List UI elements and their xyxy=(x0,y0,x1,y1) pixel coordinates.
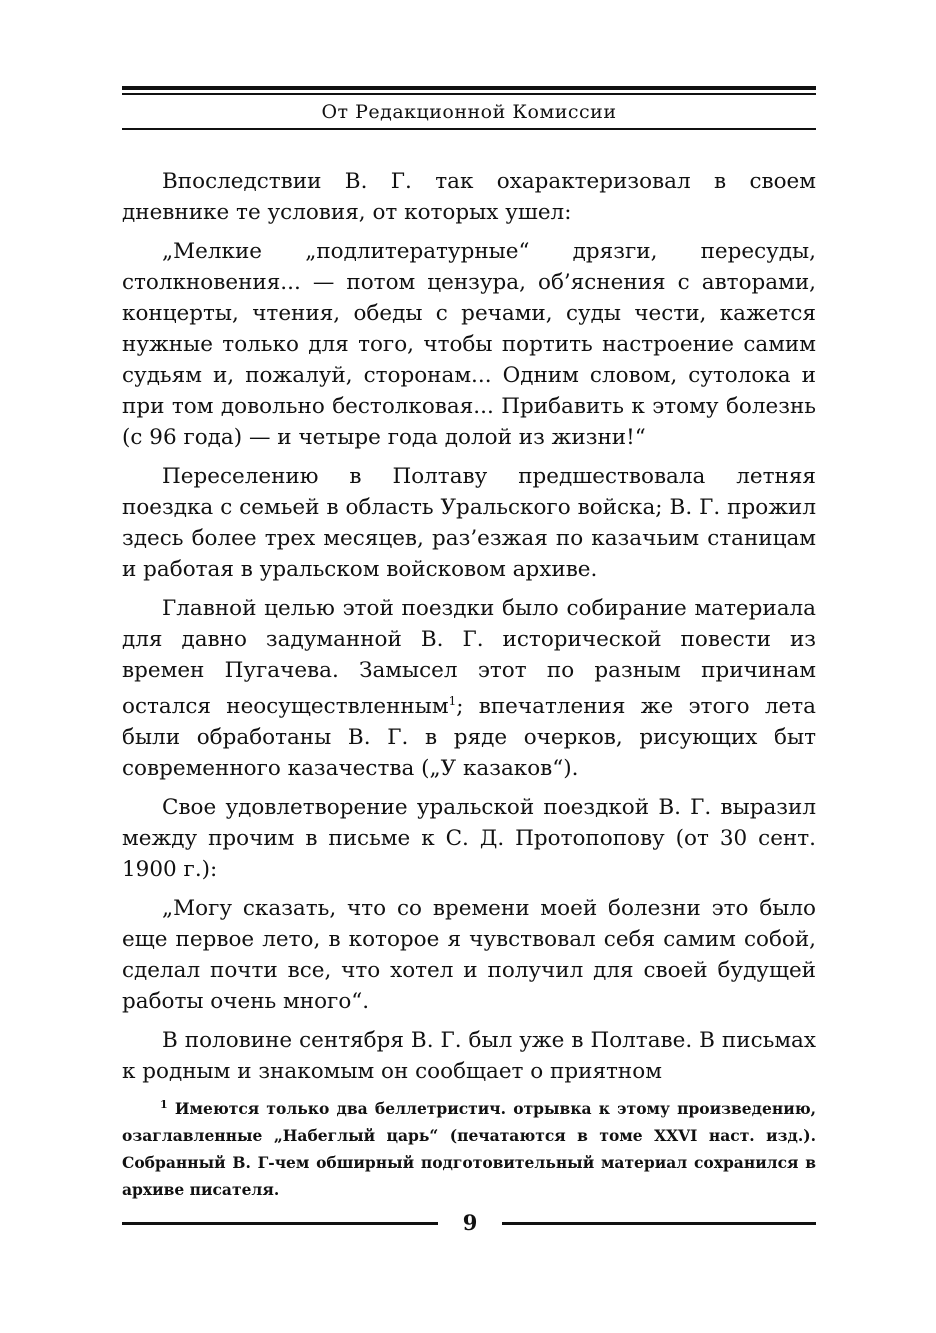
footnote-reference[interactable]: 1 xyxy=(448,694,457,708)
header-rule-bottom xyxy=(122,128,816,130)
running-head: От Редакционной Комиссии xyxy=(321,101,617,123)
paragraph-text: Главной целью этой поездки было собирание материала для давно задуманной В. Г. исторической повести из времен Пугачева. Замысел этот по разным причинам остался неосуществленным xyxy=(122,596,816,720)
page-number: 9 xyxy=(462,1210,478,1235)
quote-paragraph: „Могу сказать, что со времени моей болезни это было еще первое лето, в которое я чувствовал себя самим собой, сделал почти все, что хотел и получил для своей будущей работы очень много“. xyxy=(122,896,816,1015)
quote-paragraph: „Мелкие „подлитературные“ дрязги, пересуды, столкновения... — потом цензура, об’яснения с авторами, концерты, чтения, обеды с речами, суды чести, кажется нужные только для того, чтобы портить настроение самим судьям и, пожалуй, сторонам... Одним словом, сутолока и при том довольно бестолковая... Прибавить к этому болезнь (с 96 года) — и четыре года долой из жизни!“ xyxy=(122,239,816,450)
paragraph: Переселению в Полтаву предшествовала летняя поездка с семьей в область Уральского войска; В. Г. прожил здесь более трех месяцев, раз’езжая по казачьим станицам и работая в уральском войсковом архиве. xyxy=(122,464,816,582)
footnote-text: Имеются только два беллетристич. отрывка к этому произведению, озаглавленные „Набеглый царь“ (печатаются в томе XXVI наст. изд.). Собранный В. Г-чем обширный подготовительный материал сохранился в архиве писателя. xyxy=(122,1099,816,1200)
header-rule-thin xyxy=(122,93,816,95)
paragraph: Впоследствии В. Г. так охарактеризовал в своем дневнике те условия, от которых ушел: xyxy=(122,169,816,225)
footnotes xyxy=(122,1091,816,1203)
footer-rule-right xyxy=(502,1222,816,1225)
footnote xyxy=(122,1091,816,1203)
paragraph-text: ; впечатления же этого лета были обработаны В. Г. в ряде очерков, рисующих быт современного казачества („У казаков“). xyxy=(122,694,816,782)
main-text xyxy=(122,166,816,1095)
footer-rule-left xyxy=(122,1222,438,1225)
paragraph: В половине сентября В. Г. был уже в Полтаве. В письмах к родным и знакомым он сообщает о приятном xyxy=(122,1028,816,1085)
paragraph: Свое удовлетворение уральской поездкой В. Г. выразил между прочим в письме к С. Д. Протопопову (от 30 сент. 1900 г.): xyxy=(122,795,816,883)
footnote-mark: 1 xyxy=(160,1098,168,1111)
paragraph-with-footnote xyxy=(122,593,816,784)
header-rule-thick xyxy=(122,86,816,90)
